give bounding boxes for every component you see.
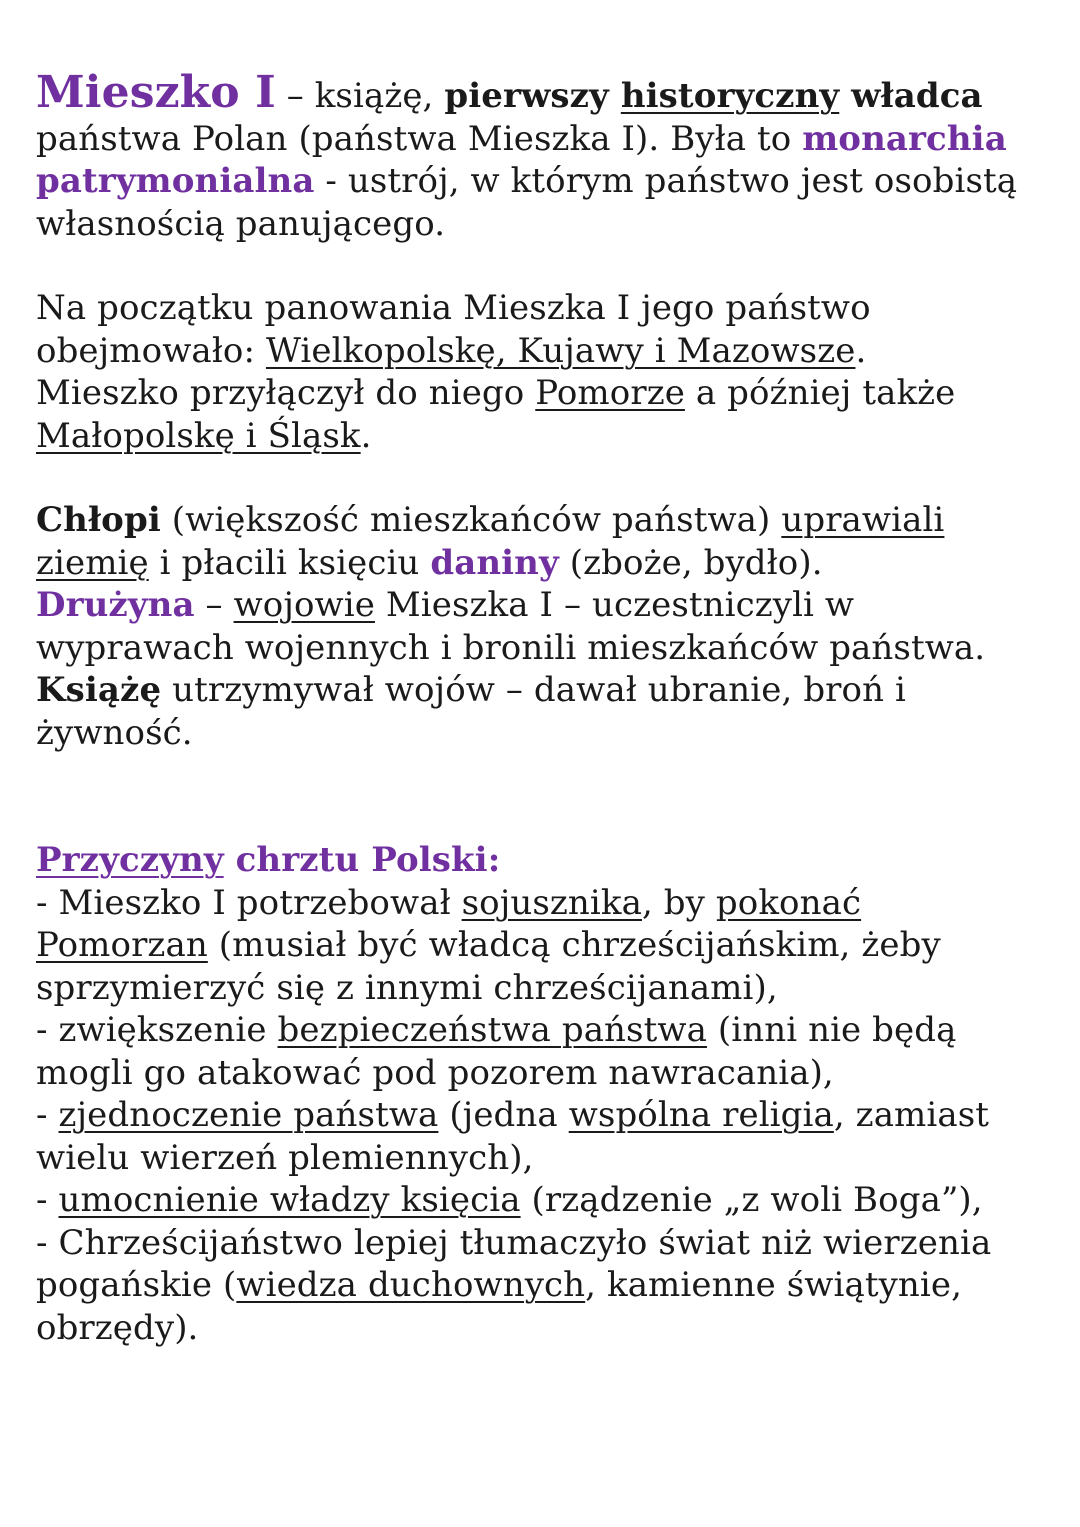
text-line xyxy=(36,372,1056,415)
text-run: Na początku panowania Mieszka I jego państwo xyxy=(36,288,871,328)
emphasized-term: Mieszko I xyxy=(36,67,276,118)
text-line xyxy=(36,712,1056,755)
text-run: (rządzenie „z woli Boga”), xyxy=(520,1180,983,1220)
text-run: Mieszka I – uczestniczyli w xyxy=(374,585,855,625)
text-line xyxy=(36,1264,1056,1307)
text-line xyxy=(36,1137,1056,1180)
text-run: obrzędy). xyxy=(36,1307,199,1348)
text-run: - ustrój, w którym państwo jest osobistą xyxy=(314,161,1018,201)
text-run: - Mieszko I potrzebował xyxy=(36,882,462,923)
underlined-text: sojusznika xyxy=(461,882,642,923)
text-run: (zboże, bydło). xyxy=(558,542,823,583)
text-line xyxy=(36,967,1056,1010)
emphasized-term: monarchia xyxy=(802,118,1007,159)
underlined-text: ziemię xyxy=(36,542,149,583)
underlined-text: Wielkopolskę, Kujawy i Mazowsze xyxy=(265,330,856,371)
text-run: a później także xyxy=(684,373,956,413)
text-run: żywność. xyxy=(36,712,193,753)
text-line xyxy=(36,1179,1056,1222)
text-run: (inni nie będą xyxy=(706,1010,957,1050)
text-run: pogańskie ( xyxy=(36,1265,237,1305)
emphasized-term: Książę xyxy=(36,670,162,710)
text-line xyxy=(36,669,1056,712)
text-line xyxy=(36,160,1056,203)
text-run: - xyxy=(36,1095,59,1135)
underlined-text: pokonać xyxy=(715,882,862,923)
text-line xyxy=(36,542,1056,585)
underlined-text: zjednoczenie państwa xyxy=(58,1095,439,1135)
paragraph-mieszko-intro xyxy=(36,67,1056,245)
paragraph-baptism-causes xyxy=(36,839,1056,1349)
text-run: (jedna xyxy=(438,1095,569,1135)
document-body xyxy=(36,67,1056,1349)
text-run: , kamienne świątynie, xyxy=(585,1265,962,1305)
underlined-text: Pomorzan xyxy=(36,925,208,965)
underlined-text: wojowie xyxy=(233,585,375,625)
emphasized-term: chrztu Polski: xyxy=(223,840,501,880)
text-run: wyprawach wojennych i bronili mieszkańców państwa. xyxy=(36,627,986,668)
emphasized-term: Chłopi xyxy=(36,500,161,540)
underlined-text: umocnienie władzy księcia xyxy=(58,1180,521,1220)
paragraph-society xyxy=(36,499,1056,754)
underlined-text: uprawiali xyxy=(781,500,945,540)
text-run: - Chrześcijaństwo lepiej tłumaczyło świat niż wierzenia xyxy=(36,1222,992,1263)
text-line xyxy=(36,924,1056,967)
text-line xyxy=(36,839,1056,882)
emphasized-term: patrymonialna xyxy=(36,161,315,201)
text-run: – książę, xyxy=(275,76,445,116)
underlined-text: bezpieczeństwa państwa xyxy=(277,1010,707,1050)
text-run: własnością panującego. xyxy=(36,203,446,244)
text-line xyxy=(36,203,1056,246)
text-run: utrzymywał wojów – dawał ubranie, broń i xyxy=(161,670,906,710)
paragraph-spacer xyxy=(36,754,1056,839)
underlined-text: wspólna religia xyxy=(568,1095,834,1135)
paragraph-spacer xyxy=(36,457,1056,499)
text-line xyxy=(36,1094,1056,1137)
text-run: – xyxy=(194,585,234,625)
text-run: państwa Polan (państwa Mieszka I). Była to xyxy=(36,118,803,159)
text-line xyxy=(36,584,1056,627)
text-line xyxy=(36,1222,1056,1265)
emphasized-term: władca xyxy=(839,76,983,116)
text-run: . xyxy=(360,415,372,456)
paragraph-territory xyxy=(36,287,1056,457)
emphasized-term: pierwszy xyxy=(444,76,621,116)
text-run: - zwiększenie xyxy=(36,1010,278,1050)
text-line xyxy=(36,1307,1056,1350)
text-line xyxy=(36,499,1056,542)
text-line xyxy=(36,1052,1056,1095)
text-run: . xyxy=(855,330,867,371)
text-line xyxy=(36,330,1056,373)
text-line xyxy=(36,627,1056,670)
text-line xyxy=(36,882,1056,925)
text-run: Mieszko przyłączył do niego xyxy=(36,373,536,413)
emphasized-term: Przyczyny xyxy=(36,840,224,880)
text-run: (musiał być władcą chrześcijańskim, żeby xyxy=(207,925,941,965)
text-line xyxy=(36,1009,1056,1052)
text-line xyxy=(36,415,1056,458)
text-run: obejmowało: xyxy=(36,330,266,371)
emphasized-term: Drużyna xyxy=(36,585,195,625)
text-line xyxy=(36,118,1056,161)
underlined-text: Małopolskę i Śląsk xyxy=(36,415,361,456)
underlined-text: wiedza duchownych xyxy=(236,1265,586,1305)
text-run: i płacili księciu xyxy=(148,542,431,583)
emphasized-term: historyczny xyxy=(620,76,840,116)
text-run: wielu wierzeń plemiennych), xyxy=(36,1137,534,1178)
text-run: mogli go atakować pod pozorem nawracania), xyxy=(36,1052,834,1093)
text-run: (większość mieszkańców państwa) xyxy=(160,500,782,540)
underlined-text: Pomorze xyxy=(535,373,685,413)
text-line xyxy=(36,287,1056,330)
paragraph-spacer xyxy=(36,245,1056,287)
text-line xyxy=(36,67,1056,118)
text-run: , by xyxy=(641,882,716,923)
emphasized-term: daniny xyxy=(430,542,559,583)
text-run: sprzymierzyć się z innymi chrześcijanami), xyxy=(36,967,778,1008)
text-run: - xyxy=(36,1180,59,1220)
text-run: , zamiast xyxy=(833,1095,990,1135)
